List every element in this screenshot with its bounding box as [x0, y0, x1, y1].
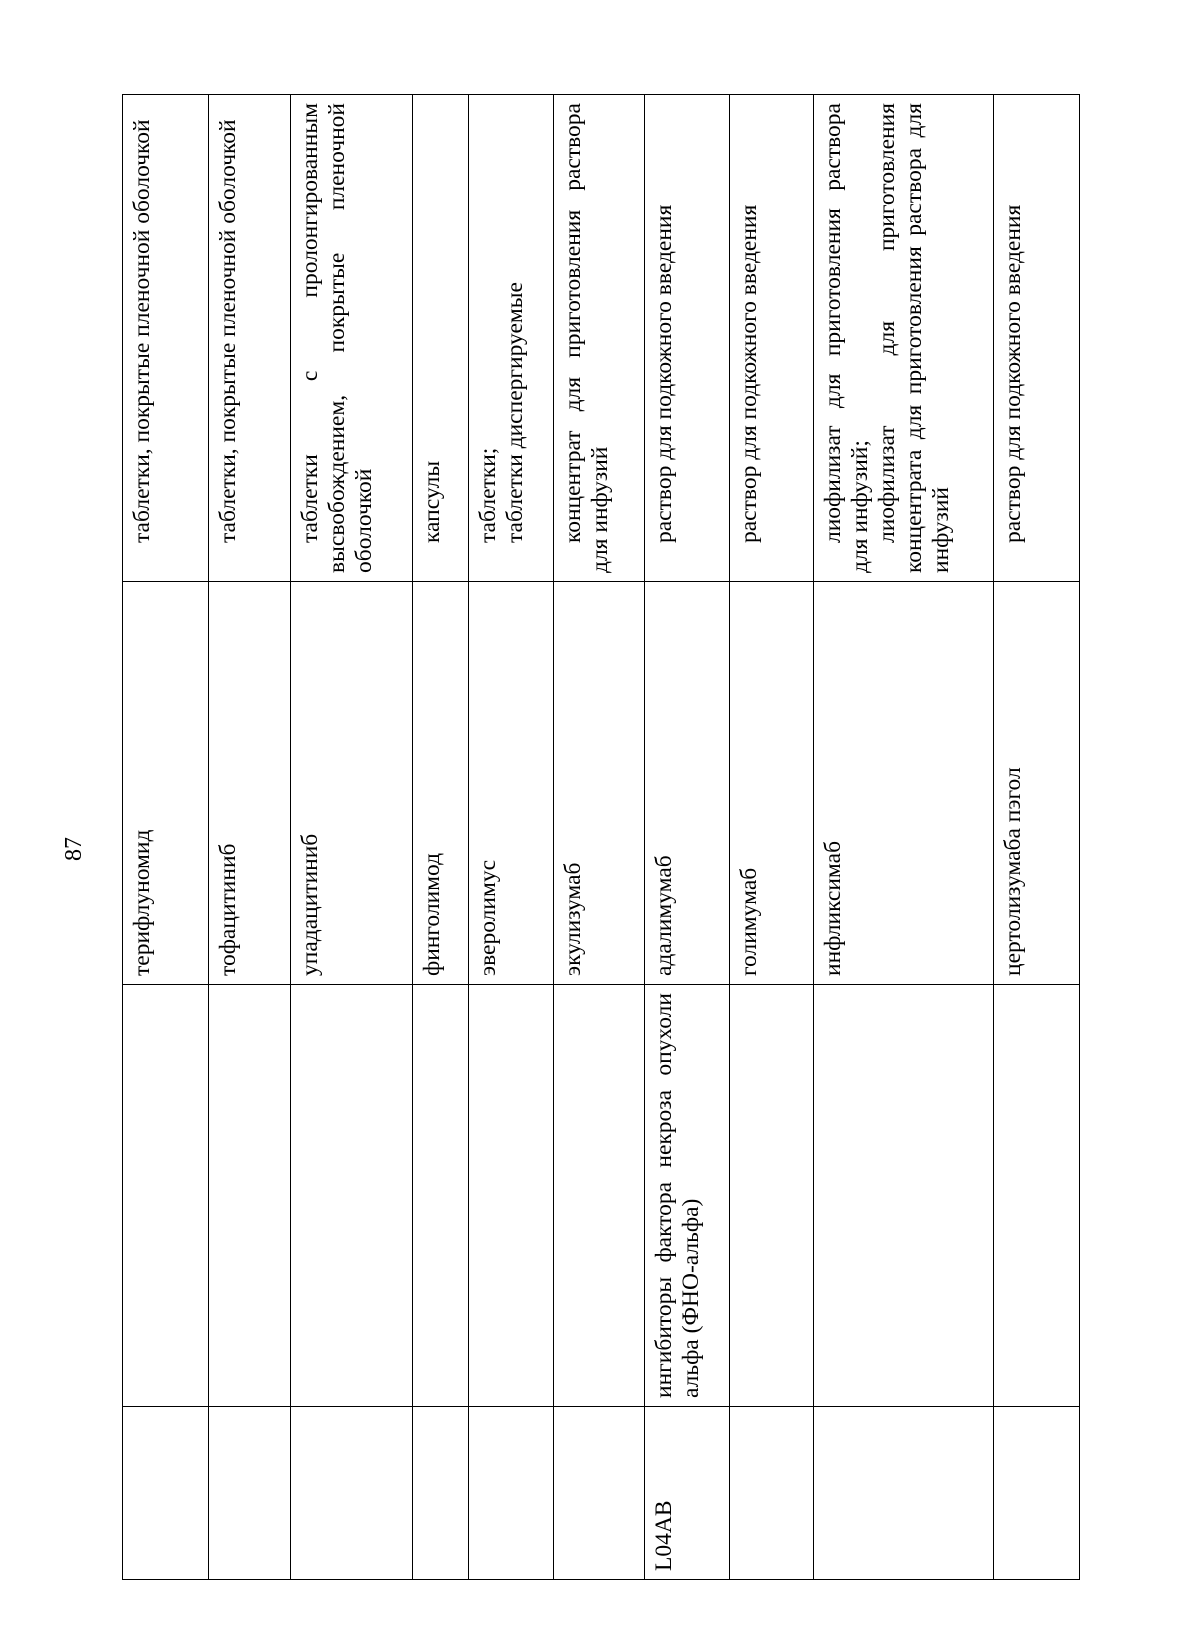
atc-code-cell	[413, 1407, 469, 1580]
table-row	[644, 95, 729, 1580]
drug-name-cell: терифлуномид	[123, 582, 209, 985]
group-name-cell	[994, 985, 1080, 1407]
table-row	[994, 95, 1080, 1580]
dosage-form-cell	[123, 95, 209, 582]
page-number: 87	[61, 837, 87, 861]
drug-name-cell: адалимумаб	[644, 582, 729, 985]
dosage-form-cell	[208, 95, 291, 582]
group-name-cell	[814, 985, 994, 1407]
group-name-cell	[208, 985, 291, 1407]
table-row	[208, 95, 291, 1580]
group-name-cell: ингибиторы фактора некроза опухоли альфа (ФНО-альфа)	[644, 985, 729, 1407]
table-row	[413, 95, 469, 1580]
dosage-form-text: концентрат для приготовления раствора для инфузий	[559, 103, 613, 573]
group-name-cell	[291, 985, 413, 1407]
group-name-cell	[469, 985, 554, 1407]
drug-table	[122, 94, 1080, 1580]
dosage-form-text: таблетки диспергируемые	[502, 282, 529, 543]
atc-code-cell	[814, 1407, 994, 1580]
drug-name-cell: финголимод	[413, 582, 469, 985]
drug-name-cell: голимумаб	[729, 582, 814, 985]
dosage-form-cell	[469, 95, 554, 582]
dosage-form-text: таблетки, покрытые пленочной оболочкой	[214, 119, 241, 543]
dosage-form-cell	[814, 95, 994, 582]
atc-code-cell	[469, 1407, 554, 1580]
table-row	[469, 95, 554, 1580]
dosage-form-cell	[729, 95, 814, 582]
table-row	[553, 95, 644, 1580]
group-name-cell	[553, 985, 644, 1407]
atc-code-cell	[123, 1407, 209, 1580]
drug-name-cell: инфликсимаб	[814, 582, 994, 985]
drug-name-cell: цертолизумаба пэгол	[994, 582, 1080, 985]
drug-table-body	[123, 95, 1080, 1580]
table-row	[814, 95, 994, 1580]
dosage-form-text: таблетки;	[475, 447, 502, 543]
drug-name-cell: эверолимус	[469, 582, 554, 985]
atc-code-cell	[291, 1407, 413, 1580]
dosage-form-text: раствор для подкожного введения	[650, 204, 677, 543]
table-row	[729, 95, 814, 1580]
drug-name-cell: экулизумаб	[553, 582, 644, 985]
dosage-form-cell	[291, 95, 413, 582]
drug-name-cell: упадацитиниб	[291, 582, 413, 985]
dosage-form-text: раствор для подкожного введения	[1000, 204, 1027, 543]
dosage-form-text: капсулы	[419, 460, 446, 543]
dosage-form-cell	[644, 95, 729, 582]
dosage-form-cell	[553, 95, 644, 582]
atc-code-cell	[553, 1407, 644, 1580]
dosage-form-text: лиофилизат для приготовления концентрата для приготовления раствора для инфузий	[874, 103, 955, 573]
atc-code-cell	[994, 1407, 1080, 1580]
dosage-form-text: таблетки, покрытые пленочной оболочкой	[129, 119, 155, 543]
drug-name-cell: тофацитиниб	[208, 582, 291, 985]
atc-code-cell: L04AB	[644, 1407, 729, 1580]
group-name-cell	[413, 985, 469, 1407]
dosage-form-cell	[994, 95, 1080, 582]
table-row	[123, 95, 209, 1580]
atc-code-cell	[208, 1407, 291, 1580]
dosage-form-text: раствор для подкожного введения	[735, 204, 762, 543]
dosage-form-cell	[413, 95, 469, 582]
group-name-cell	[123, 985, 209, 1407]
dosage-form-text: лиофилизат для приготовления раствора для инфузий;	[820, 103, 874, 573]
dosage-form-text: таблетки с пролонгированным высвобождением, покрытые пленочной оболочкой	[297, 103, 378, 573]
atc-code-cell	[729, 1407, 814, 1580]
rotated-table-container	[122, 95, 1080, 1580]
table-row	[291, 95, 413, 1580]
group-name-cell	[729, 985, 814, 1407]
